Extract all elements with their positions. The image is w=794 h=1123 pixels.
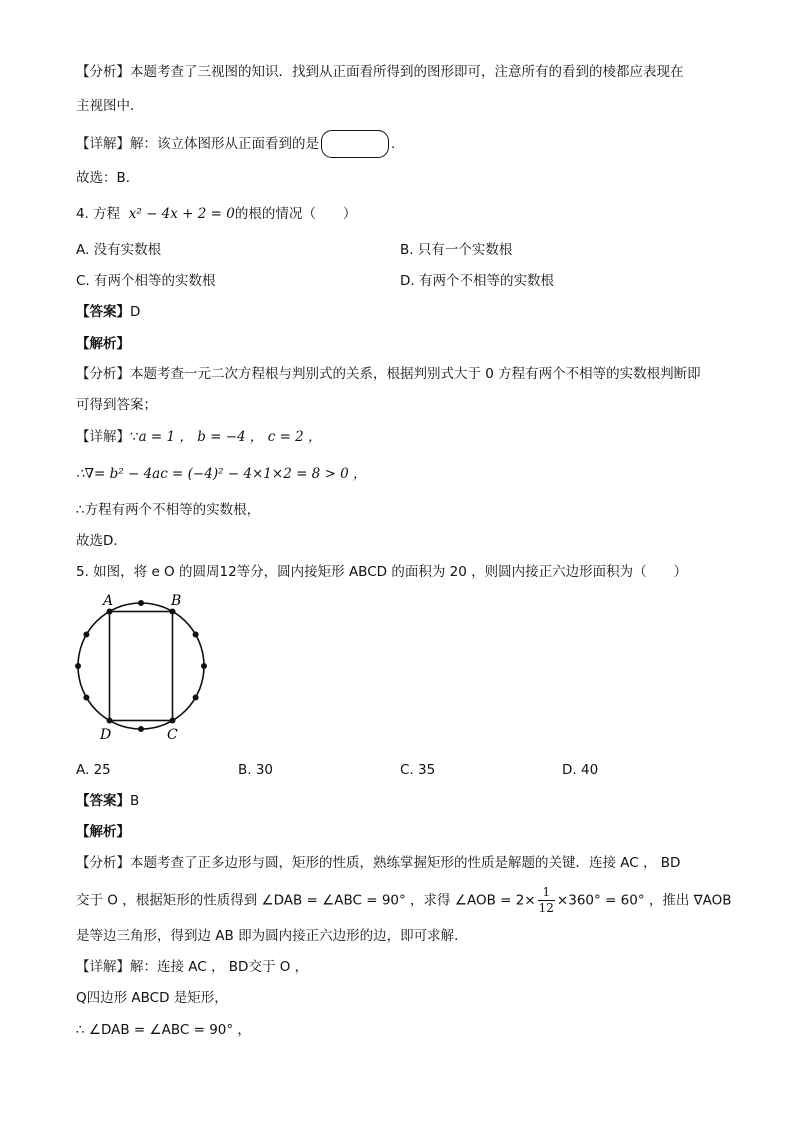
q5-analysis-line2 [76, 885, 732, 916]
q5-option-d: D. 40 [562, 762, 599, 778]
q5-detail-line1: 【详解】解：连接 AC ， BD交于 O ， [76, 959, 309, 975]
q4-equation: x² − 4x + 2 = 0 [128, 206, 235, 222]
q4-explain-label: 【解析】 [76, 336, 130, 352]
q4-option-c: C. 有两个相等的实数根 [76, 273, 216, 289]
q5-answer [76, 791, 139, 811]
q4-stem [76, 204, 356, 224]
q5-label-a: A [103, 593, 114, 609]
q4-choice: 故选D． [76, 533, 127, 549]
q5-frac-den: 12 [538, 901, 554, 915]
q5-stem: 5. 如图，将 e O 的圆周12等分，圆内接矩形 ABCD 的面积为 20 ，则圆内接正六边形面积为（ ） [76, 564, 688, 580]
q5-detail-line2: Q四边形 ABCD 是矩形， [76, 990, 228, 1006]
q4-detail-label: 【详解】∵ [76, 429, 139, 445]
q4-answer-label: 【答案】 [76, 304, 130, 320]
q3-analysis-line1: 【分析】本题考查了三视图的知识．找到从正面看所得到的图形即可，注意所有的看到的棱都应表现在 [76, 64, 684, 80]
q4-detail [76, 427, 322, 447]
q4-analysis-line1: 【分析】本题考查一元二次方程根与判别式的关系，根据判别式大于 0 方程有两个不相等的实数根判断即 [76, 366, 701, 382]
q5-rectangle [110, 612, 173, 721]
q4-conclusion: ∴方程有两个不相等的实数根， [76, 502, 261, 518]
q3-detail-text: 【详解】解：该立体图形从正面看到的是 [76, 136, 319, 152]
q5-frac-num: 1 [538, 885, 555, 901]
q4-option-b: B. 只有一个实数根 [400, 242, 513, 258]
q5-analysis-line3: 是等边三角形，得到边 AB 即为圆内接正六边形的边，即可求解． [76, 928, 468, 944]
q5-label-c: C [167, 727, 178, 743]
q4-delta-line: ∴∇= b² − 4ac = (−4)² − 4×1×2 = 8 > 0 ， [76, 466, 367, 482]
q5-analysis-line2-b: ×360° = 60° ，推出 ∇AOB [556, 892, 732, 909]
front-view-shape [321, 130, 389, 158]
q5-label-d: D [100, 727, 112, 743]
q5-division-points [75, 600, 207, 732]
q5-analysis-line1: 【分析】本题考查了正多边形与圆，矩形的性质，熟练掌握矩形的性质是解题的关键．连接 AC ， BD [76, 855, 681, 871]
q4-answer [76, 302, 140, 322]
q4-detail-values: a = 1 ， b = −4 ， c = 2 ， [138, 429, 322, 445]
q5-circle [78, 603, 204, 729]
q3-detail-suffix: . [391, 136, 396, 152]
q4-stem-prefix: 4. 方程 [76, 206, 121, 222]
q5-option-c: C. 35 [400, 762, 436, 778]
q4-analysis-line2: 可得到答案； [76, 397, 157, 413]
q4-answer-value: D [130, 304, 141, 320]
q3-analysis-line2: 主视图中． [76, 98, 144, 114]
q4-stem-suffix: 的根的情况（ ） [234, 206, 357, 222]
q5-label-b: B [171, 593, 182, 609]
q4-option-d: D. 有两个不相等的实数根 [400, 273, 554, 289]
q5-option-b: B. 30 [238, 762, 274, 778]
q5-figure [70, 590, 220, 750]
q3-detail [76, 130, 395, 158]
q5-option-a: A. 25 [76, 762, 111, 778]
q5-detail-line3: ∴ ∠DAB = ∠ABC = 90° ， [76, 1022, 251, 1038]
q4-option-a: A. 没有实数根 [76, 242, 162, 258]
q3-choice: 故选：B． [76, 170, 140, 186]
q5-analysis-line2-a: 交于 O ，根据矩形的性质得到 ∠DAB = ∠ABC = 90° ，求得 ∠AOB = 2× [76, 892, 536, 909]
q5-answer-value: B [130, 793, 140, 809]
q5-answer-label: 【答案】 [76, 793, 130, 809]
q5-explain-label: 【解析】 [76, 824, 130, 840]
q5-fraction [538, 885, 555, 916]
